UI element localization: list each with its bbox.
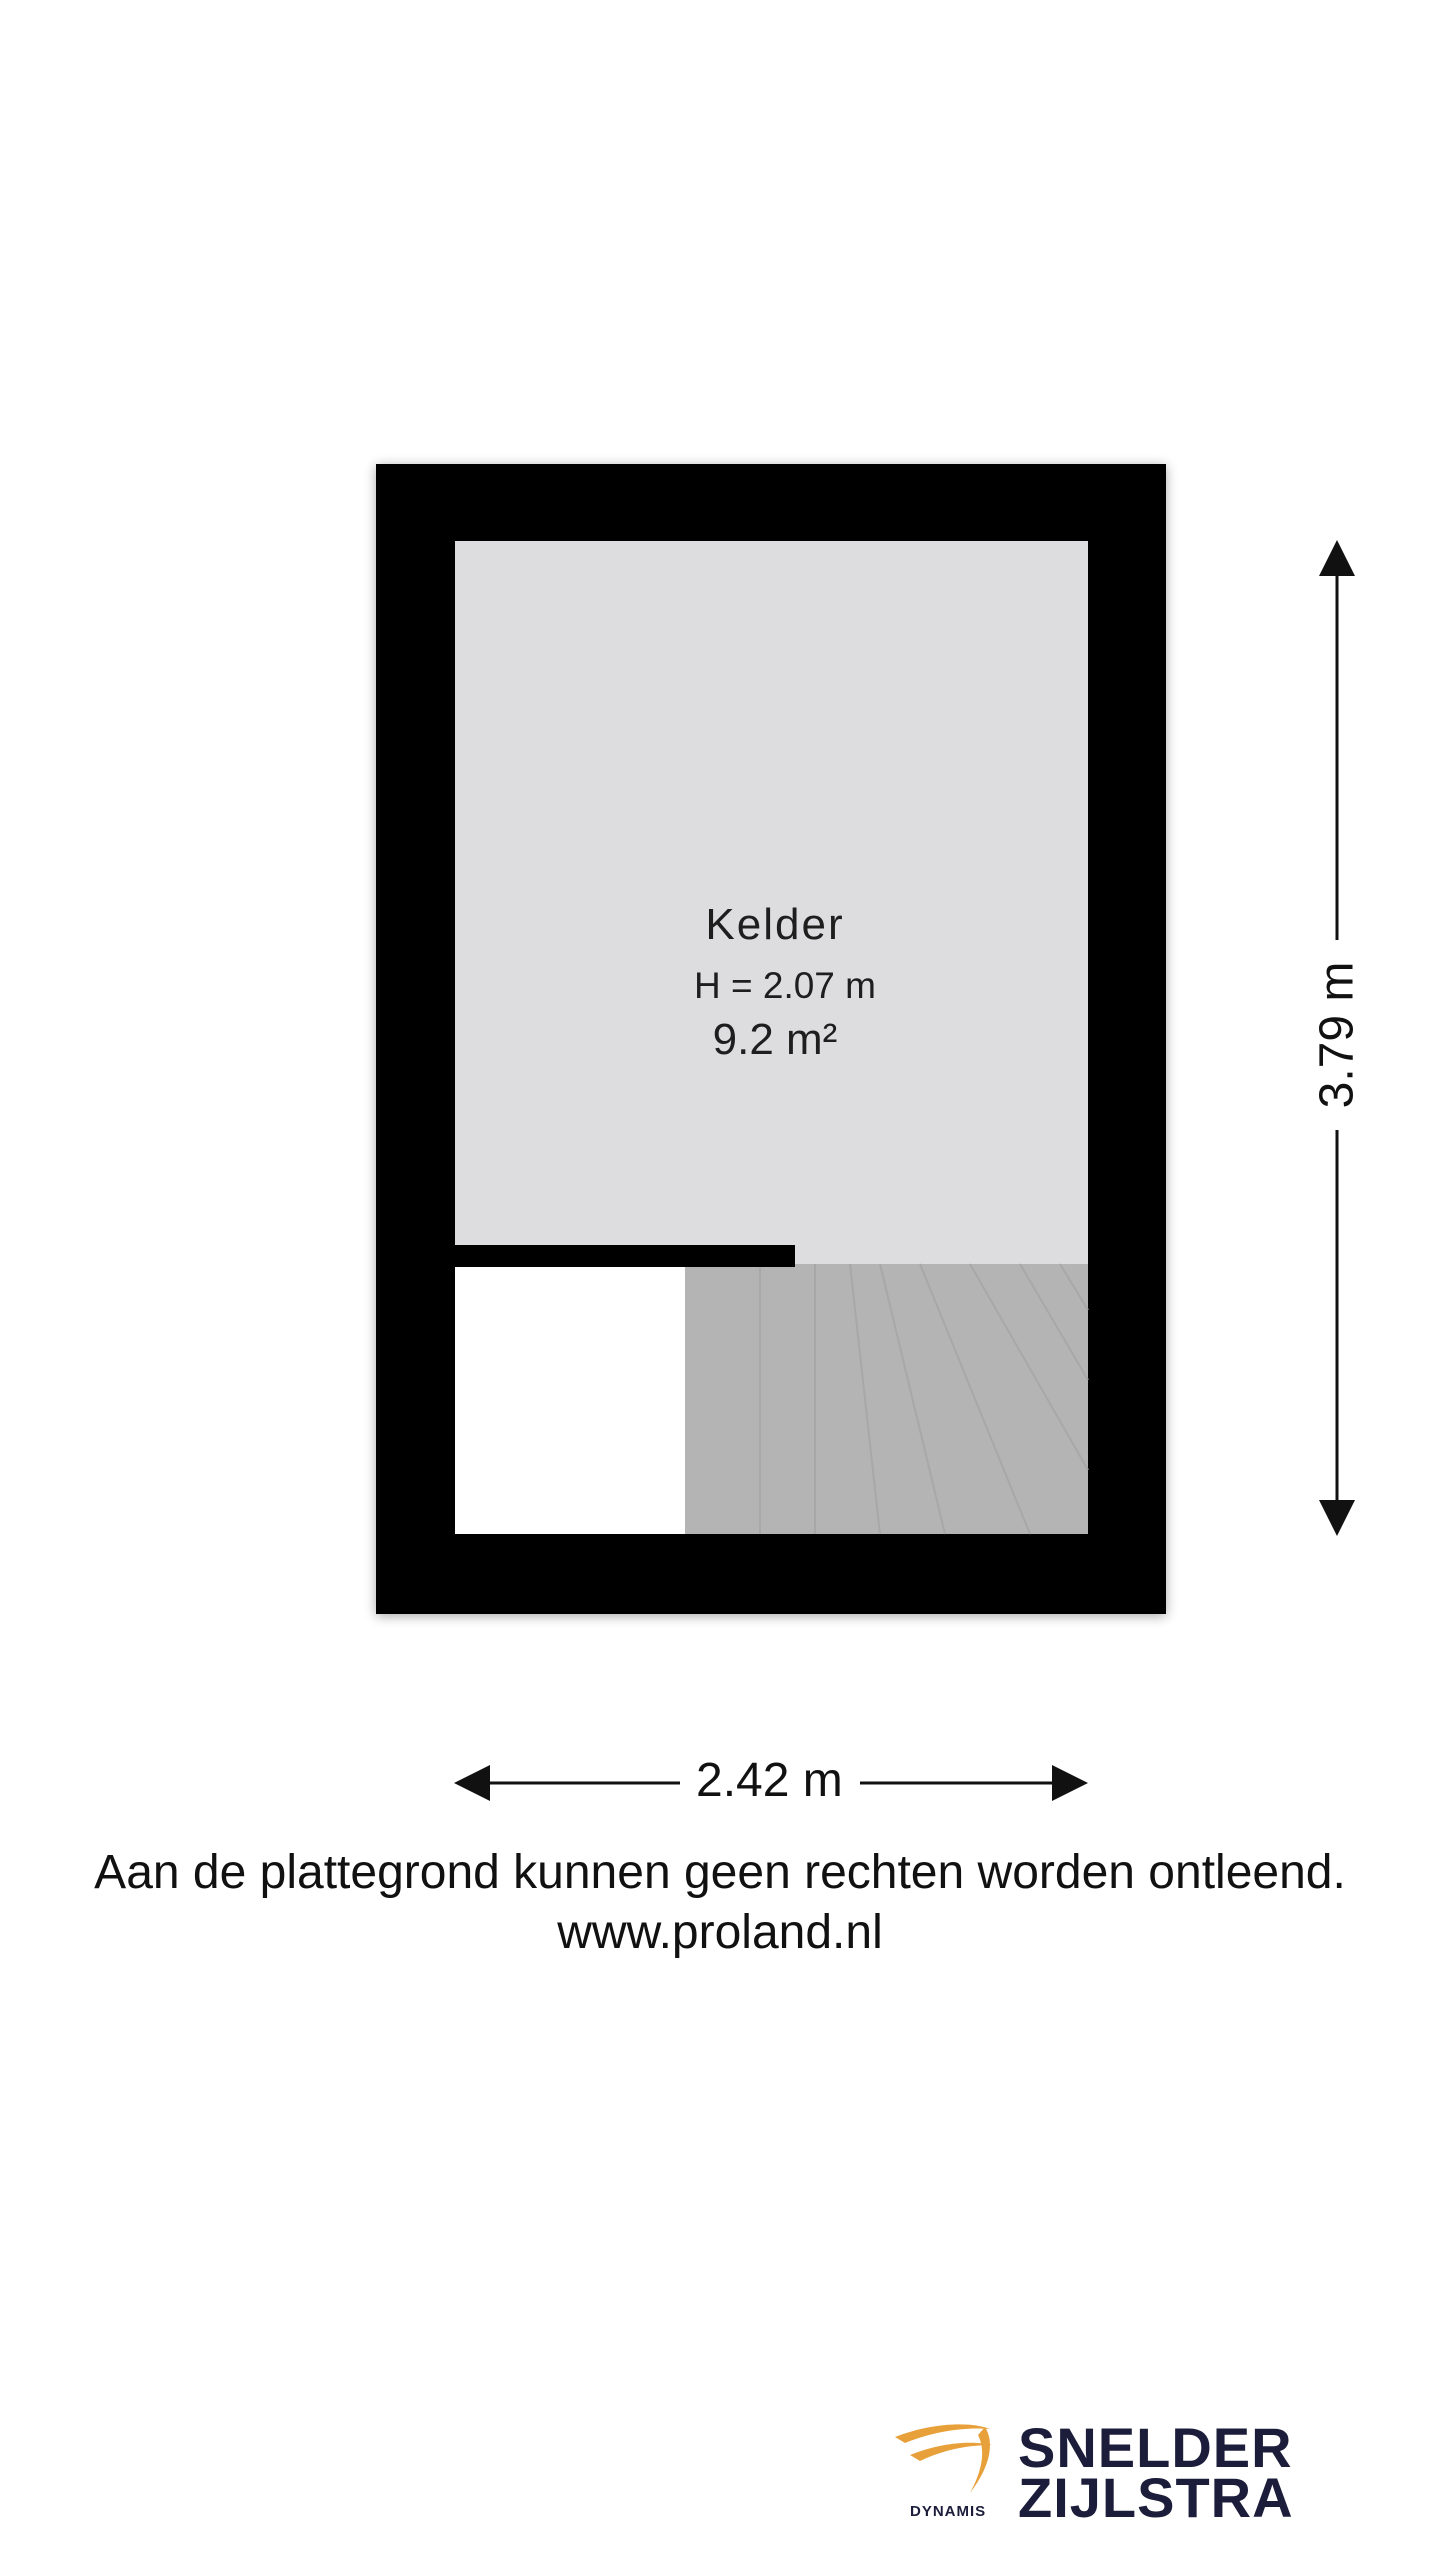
- brand-name-line2: ZIJLSTRA: [1018, 2466, 1294, 2529]
- website-text: www.proland.nl: [557, 1906, 883, 1959]
- partition-wall: [455, 1245, 795, 1267]
- disclaimer-text: Aan de plattegrond kunnen geen rechten worden ontleend.: [94, 1846, 1346, 1899]
- brand-name-line1: SNELDER: [1018, 2416, 1293, 2479]
- dynamis-swoosh-icon: [890, 2415, 1010, 2505]
- height-dimension-label: 3.79 m: [1310, 952, 1365, 1119]
- room-area: 9.2 m²: [712, 1015, 838, 1064]
- width-dimension-label: 2.42 m: [690, 1753, 849, 1808]
- closet-area: [455, 1267, 685, 1534]
- room-height: H = 2.07 m: [693, 965, 876, 1006]
- dynamis-label: DYNAMIS: [910, 2503, 987, 2520]
- staircase: [685, 1264, 1088, 1534]
- room-name: Kelder: [705, 900, 845, 949]
- snelder-zijlstra-logo: [890, 2415, 1320, 2529]
